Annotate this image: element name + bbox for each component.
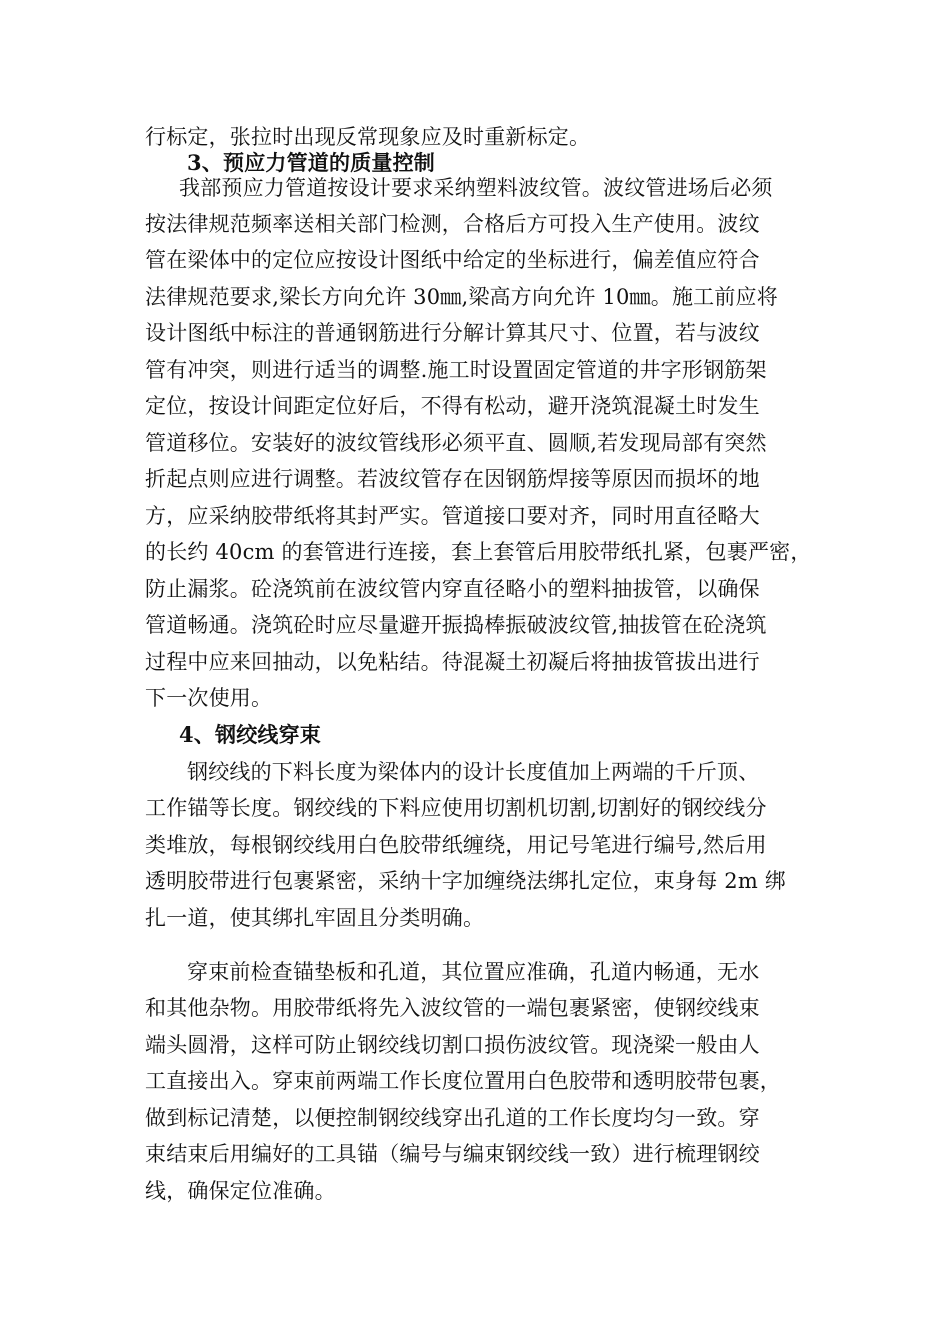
paragraph-line: 管道畅通。浇筑砼时应尽量避开振捣棒振破波纹管,抽拔管在砼浇筑: [145, 613, 767, 637]
paragraph-line: 下一次使用。: [145, 686, 273, 710]
paragraph-line: 穿束前检查锚垫板和孔道，其位置应准确，孔道内畅通，无水: [187, 960, 760, 984]
paragraph-line: 工直接出入。穿束前两端工作长度位置用白色胶带和透明胶带包裹，: [145, 1069, 781, 1093]
paragraph-line: 钢绞线的下料长度为梁体内的设计长度值加上两端的千斤顶、: [187, 760, 760, 784]
paragraph-line: 防止漏浆。砼浇筑前在波纹管内穿直径略小的塑料抽拔管，以确保: [145, 577, 760, 601]
section-heading-3: 3、预应力管道的质量控制: [187, 150, 436, 175]
paragraph-line: 管在梁体中的定位应按设计图纸中给定的坐标进行，偏差值应符合: [145, 248, 760, 272]
paragraph-line: 和其他杂物。用胶带纸将先入波纹管的一端包裹紧密，使钢绞线束: [145, 996, 760, 1020]
paragraph-line: 透明胶带进行包裹紧密，采纳十字加缠绕法绑扎定位，束身每 2m 绑: [145, 869, 787, 893]
paragraph-line: 法律规范要求,梁长方向允许 30㎜,梁高方向允许 10㎜。施工前应将: [145, 285, 778, 309]
paragraph-line: 做到标记清楚，以便控制钢绞线穿出孔道的工作长度均匀一致。穿: [145, 1106, 760, 1130]
paragraph-line: 扎一道，使其绑扎牢固且分类明确。: [145, 906, 485, 930]
section-heading-4: 4、钢绞线穿束: [179, 722, 322, 747]
paragraph-line: 我部预应力管道按设计要求采纳塑料波纹管。波纹管进场后必须: [179, 176, 773, 200]
paragraph-line: 束结束后用编好的工具锚（编号与编束钢绞线一致）进行梳理钢绞: [145, 1142, 760, 1166]
paragraph-line: 管有冲突，则进行适当的调整.施工时设置固定管道的井字形钢筋架: [145, 358, 767, 382]
paragraph-line: 端头圆滑，这样可防止钢绞线切割口损伤波纹管。现浇梁一般由人: [145, 1033, 760, 1057]
paragraph-line: 工作锚等长度。钢绞线的下料应使用切割机切割,切割好的钢绞线分: [145, 796, 767, 820]
paragraph-line: 定位，按设计间距定位好后，不得有松动，避开浇筑混凝土时发生: [145, 394, 760, 418]
paragraph-line: 的长约 40cm 的套管进行连接，套上套管后用胶带纸扎紧，包裹严密，: [145, 540, 812, 564]
paragraph-line: 行标定，张拉时出现反常现象应及时重新标定。: [145, 125, 591, 149]
paragraph-line: 按法律规范频率送相关部门检测，合格后方可投入生产使用。波纹: [145, 212, 760, 236]
paragraph-line: 过程中应来回抽动，以免粘结。待混凝土初凝后将抽拔管拔出进行: [145, 650, 760, 674]
paragraph-line: 设计图纸中标注的普通钢筋进行分解计算其尺寸、位置，若与波纹: [145, 321, 760, 345]
paragraph-line: 管道移位。安装好的波纹管线形必须平直、圆顺,若发现局部有突然: [145, 431, 767, 455]
paragraph-line: 折起点则应进行调整。若波纹管存在因钢筋焊接等原因而损坏的地: [145, 467, 760, 491]
paragraph-line: 类堆放，每根钢绞线用白色胶带纸缠绕，用记号笔进行编号,然后用: [145, 833, 767, 857]
paragraph-line: 方，应采纳胶带纸将其封严实。管道接口要对齐，同时用直径略大: [145, 504, 760, 528]
paragraph-line: 线，确保定位准确。: [145, 1179, 336, 1203]
